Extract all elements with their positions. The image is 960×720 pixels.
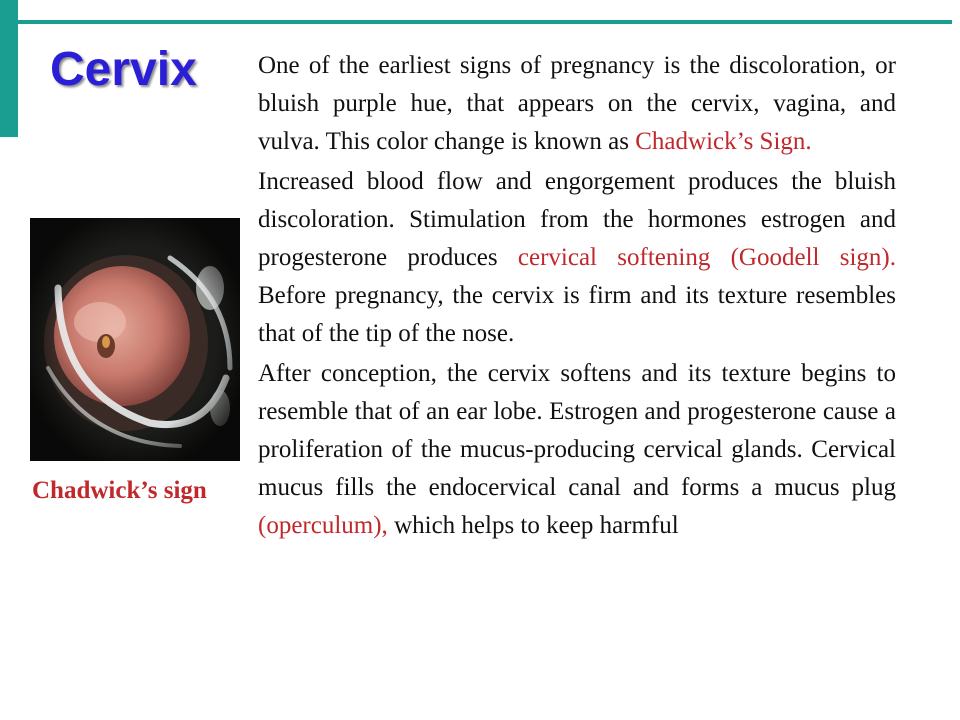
paragraph-2-text-end: Before pregnancy, the cervix is firm and its texture resembles that of the tip of the nose. <box>258 282 896 347</box>
paragraph-pregnancy-signs <box>258 47 896 161</box>
goodell-sign-term: cervical softening (Goodell sign). <box>517 244 896 271</box>
paragraph-after-conception <box>258 355 896 545</box>
operculum-term: (operculum), <box>258 512 388 539</box>
paragraph-2-text: Increased blood flow and engorgement produces the bluish discoloration. Stimulation from the hormones estrogen and progesterone produces <box>258 168 896 271</box>
accent-vertical-bar <box>0 0 18 137</box>
paragraph-goodell-sign <box>258 163 896 353</box>
paragraph-1-text: One of the earliest signs of pregnancy is the discoloration, or bluish purple hue, that appears on the cervix, vagina, and vulva. This color change is known as <box>258 52 896 155</box>
body-text <box>258 47 896 547</box>
chadwicks-sign-photo <box>30 218 240 461</box>
paragraph-3-text-end: which helps to keep harmful <box>387 512 679 539</box>
accent-horizontal-line <box>18 20 952 24</box>
photo-caption: Chadwick’s sign <box>32 477 207 504</box>
paragraph-3-text: After conception, the cervix softens and its texture begins to resemble that of an ear lobe. Estrogen and progesterone cause a proliferation of the mucus-producing cervical glands. Cervical mucus fills the endocervical canal and forms a mucus plug <box>258 360 896 501</box>
slide-title: Cervix <box>50 43 197 96</box>
chadwicks-sign-term: Chadwick’s Sign. <box>635 128 812 155</box>
